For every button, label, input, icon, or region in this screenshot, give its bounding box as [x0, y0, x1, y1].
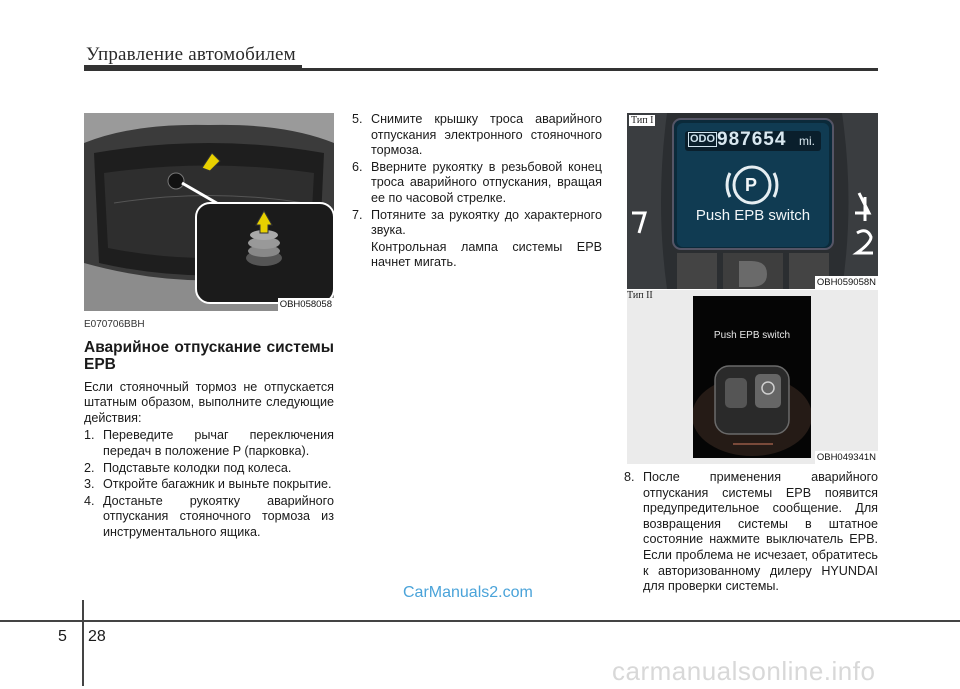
cluster-type2-figure-code: OBH049341N: [816, 452, 876, 463]
section-code: E070706BBH: [84, 319, 145, 330]
trunk-illustration: [84, 113, 334, 311]
watermark-bottom: carmanualsonline.info: [612, 656, 876, 686]
cluster-type1-message: Push EPB switch: [695, 207, 811, 224]
step-item: 5. Снимите крышку троса аварийного отпускания электронного стояночного тормоза.: [352, 112, 602, 158]
section-title: Аварийное отпускание системы EPB: [84, 338, 334, 373]
odometer-value: 987654: [717, 129, 787, 150]
step-item: 4. Достаньте рукоятку аварийного отпускания стояночного тормоза из инструментального ящика.: [84, 493, 334, 539]
odometer-prefix: ODO: [690, 133, 716, 145]
middle-column: [352, 112, 602, 273]
footer-divider: [82, 600, 84, 686]
odometer-unit: mi.: [799, 134, 815, 148]
cluster-type2-message: Push EPB switch: [713, 330, 791, 341]
trunk-figure-code: OBH058058: [279, 299, 332, 310]
cluster-type1-figure: [627, 113, 878, 289]
step-item: 6. Вверните рукоятку в резьбовой конец троса аварийного отпускания, вращая ее по часовой стрелке.: [352, 159, 602, 205]
cluster-type2-label: Тип II: [627, 290, 653, 301]
cluster-type2-illustration: [693, 296, 811, 458]
cluster-type1-figure-code: OBH059058N: [816, 277, 876, 288]
footer-rule: [0, 620, 960, 622]
intro-paragraph: Если стояночный тормоз не отпускается штатным образом, выполните следующие действия:: [84, 379, 334, 425]
step-item: 1. Переведите рычаг переключения передач в положение P (парковка).: [84, 428, 334, 458]
step-item: 7. Потяните за рукоятку до характерного звука.: [352, 207, 602, 238]
step-item: 3. Откройте багажник и выньте покрытие.: [84, 477, 332, 492]
header-rule: [84, 68, 878, 71]
watermark-top: CarManuals2.com: [403, 584, 533, 601]
cluster-type2-figure: [627, 290, 878, 464]
page-number: 28: [88, 628, 106, 645]
cluster-type1-label: Тип I: [631, 115, 654, 126]
parking-brake-icon: P: [745, 175, 758, 195]
page-header-title: Управление автомобилем: [86, 44, 296, 65]
trunk-figure: [84, 113, 334, 311]
steps-list-right: [624, 470, 878, 595]
steps-list-left: [84, 428, 334, 540]
right-column: [624, 470, 878, 596]
step-item: 8. После применения аварийного отпускания системы EPB появится предупредительное сообщение. Для возвращения системы в штатное состояние нажмите выключатель EPB. Если проблема не исчезает, обратитесь к авторизованному дилеру HYUNDAI для проверки системы.: [624, 470, 878, 594]
step-note: Контрольная лампа системы EPB начнет мигать.: [371, 239, 602, 270]
left-column: [84, 317, 334, 542]
section-number: 5: [58, 628, 67, 645]
steps-list-middle: [352, 112, 602, 239]
step-item: 2. Подставьте колодки под колеса.: [84, 460, 292, 475]
